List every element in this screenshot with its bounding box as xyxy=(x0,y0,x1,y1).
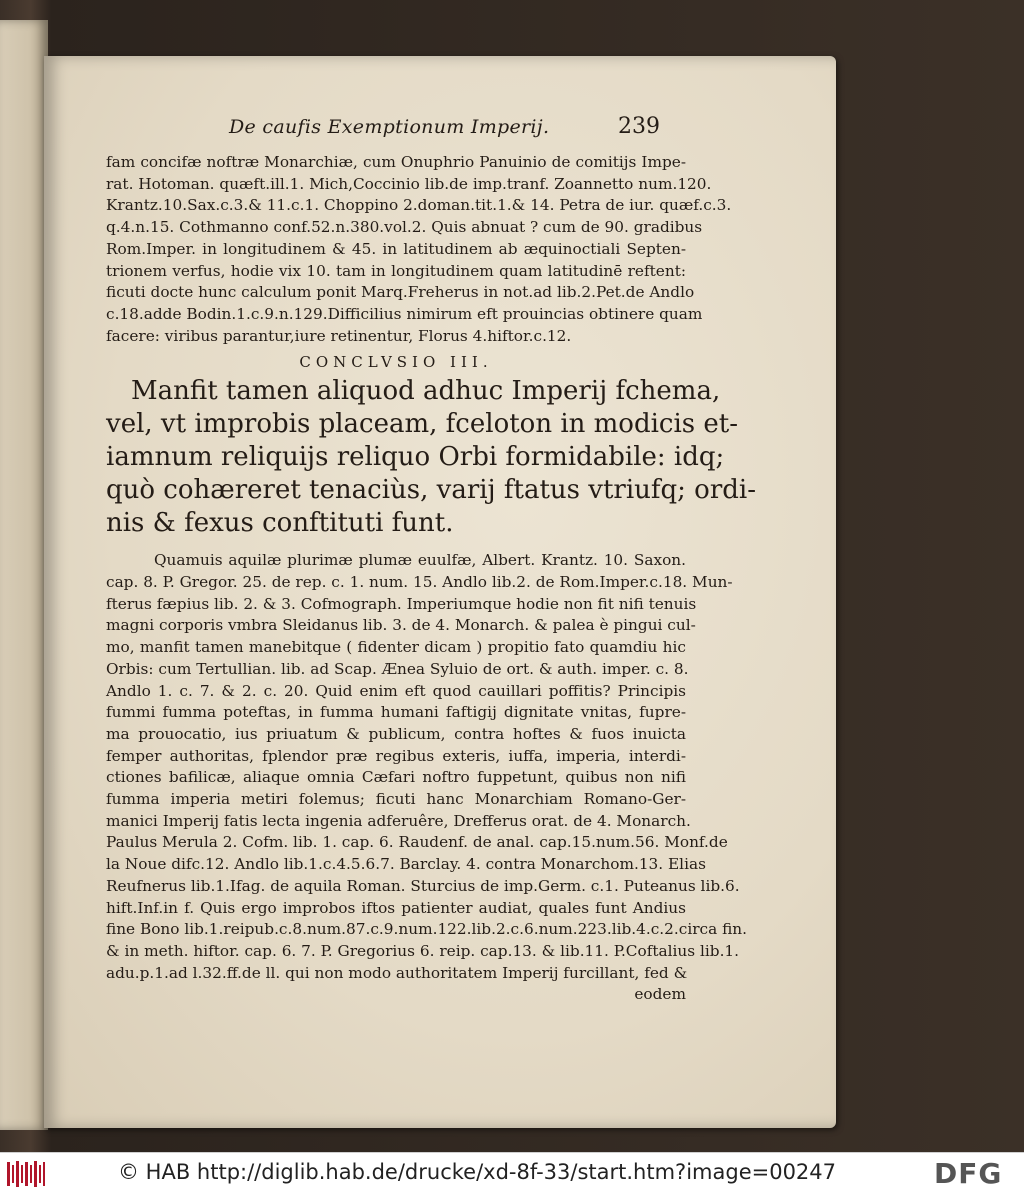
text-line: magni corporis vmbra Sleidanus lib. 3. de 4. Monarch. & palea è pingui cul- xyxy=(106,616,696,635)
copyright-url[interactable]: © HAB http://diglib.hab.de/drucke/xd-8f-33/start.htm?image=00247 xyxy=(118,1160,837,1184)
text-line: Quamuis aquilæ plurimæ plumæ euulfæ, Albert. Krantz. 10. Saxon. xyxy=(154,551,686,570)
text-line: q.4.n.15. Cothmanno conf.52.n.380.vol.2. Quis abnuat ? cum de 90. gradibus xyxy=(106,218,703,237)
text-line: Krantz.10.Sax.c.3.& 11.c.1. Choppino 2.doman.tit.1.& 14. Petra de iur. quæf.c.3. xyxy=(106,196,732,215)
text-line: trionem verfus, hodie vix 10. tam in longitudinem quam latitudinē reftent: xyxy=(106,261,686,280)
text-line: Rom.Imper. in longitudinem & 45. in latitudinem ab æquinoctiali Septen- xyxy=(106,239,686,258)
footer-bar xyxy=(0,1152,1024,1195)
page-number: 239 xyxy=(618,114,660,139)
text-line: manici Imperij fatis lecta ingenia adferuêre, Drefferus orat. de 4. Monarch. xyxy=(106,811,691,830)
statement-line: iamnum reliquijs reliquo Orbi formidabile: idq; xyxy=(106,442,725,473)
text-line: femper authoritas, fplendor præ regibus exteris, iuffa, imperia, interdi- xyxy=(106,746,686,765)
text-line: fam concifæ noftræ Monarchiæ, cum Onuphrio Panuinio de comitijs Impe- xyxy=(106,153,686,171)
text-block xyxy=(106,152,756,1006)
text-line: c.18.adde Bodin.1.c.9.n.129.Difficilius nimirum eft prouincias obtinere quam xyxy=(106,304,703,323)
text-line: Orbis: cum Tertullian. lib. ad Scap. Ænea Syluio de ort. & auth. imper. c. 8. xyxy=(106,659,689,678)
text-line: hift.Inf.in f. Quis ergo improbos iftos patienter audiat, quales funt Andius xyxy=(106,898,686,917)
text-line: adu.p.1.ad l.32.ff.de ll. qui non modo authoritatem Imperij furcillant, fed & xyxy=(106,963,688,982)
text-line: Paulus Merula 2. Cofm. lib. 1. cap. 6. Raudenf. de anal. cap.15.num.56. Monf.de xyxy=(106,833,728,852)
book-page xyxy=(44,56,836,1128)
text-line: rat. Hotoman. quæft.ill.1. Mich,Coccinio lib.de imp.tranf. Zoannetto num.120. xyxy=(106,174,712,193)
text-line: ctiones bafilicæ, aliaque omnia Cæfari noftro fuppetunt, quibus non nifi xyxy=(106,768,686,787)
hab-logo-icon xyxy=(6,1159,46,1189)
conclusio-statement xyxy=(106,375,756,540)
text-line: fterus fæpius lib. 2. & 3. Cofmograph. Imperiumque hodie non fit nifi tenuis xyxy=(106,594,697,613)
previous-page-edge xyxy=(0,20,48,1130)
text-line: fummi fumma poteftas, in fumma humani faftigij dignitate vnitas, fupre- xyxy=(106,703,686,722)
text-line: ficuti docte hunc calculum ponit Marq.Freherus in not.ad lib.2.Pet.de Andlo xyxy=(106,283,695,302)
statement-line: nis & fexus conftituti funt. xyxy=(106,508,454,539)
top-paragraph xyxy=(106,152,732,347)
statement-line: vel, vt improbis placeam, fceloton in modicis et- xyxy=(106,409,739,440)
text-line: fine Bono lib.1.reipub.c.8.num.87.c.9.num.122.lib.2.c.6.num.223.lib.4.c.2.circa fin. xyxy=(106,920,747,939)
text-line: ma prouocatio, ius priuatum & publicum, contra hoftes & fuos inuicta xyxy=(106,724,686,743)
text-line: Andlo 1. c. 7. & 2. c. 20. Quid enim eft quod cauillari poffitis? Principis xyxy=(106,681,686,700)
running-head: De caufis Exemptionum Imperij. xyxy=(229,116,550,138)
conclusio-heading: CONCLVSIO III. xyxy=(299,353,493,372)
text-line: Reufnerus lib.1.Ifag. de aquila Roman. Sturcius de imp.Germ. c.1. Puteanus lib.6. xyxy=(106,876,740,895)
text-line: & in meth. hiftor. cap. 6. 7. P. Gregorius 6. reip. cap.13. & lib.11. P.Coftalius lib.1. xyxy=(106,941,740,960)
statement-line: Manfit tamen aliquod adhuc Imperij fchema, xyxy=(131,376,721,407)
text-line: facere: viribus parantur,iure retinentur, Florus 4.hiftor.c.12. xyxy=(106,326,572,345)
dfg-logo: DFG xyxy=(934,1157,1003,1190)
catchword: eodem xyxy=(634,985,686,1004)
text-line: mo, manfit tamen manebitque ( fidenter dicam ) propitio fato quamdiu hic xyxy=(106,638,686,657)
text-line: fumma imperia metiri folemus; ficuti hanc Monarchiam Romano-Ger- xyxy=(106,790,686,809)
statement-line: quò cohæreret tenaciùs, varij ftatus vtriufq; ordi- xyxy=(106,475,756,506)
body-paragraph xyxy=(106,550,747,1006)
text-line: cap. 8. P. Gregor. 25. de rep. c. 1. num. 15. Andlo lib.2. de Rom.Imper.c.18. Mun- xyxy=(106,573,733,592)
text-line: la Noue difc.12. Andlo lib.1.c.4.5.6.7. Barclay. 4. contra Monarchom.13. Elias xyxy=(106,855,706,874)
